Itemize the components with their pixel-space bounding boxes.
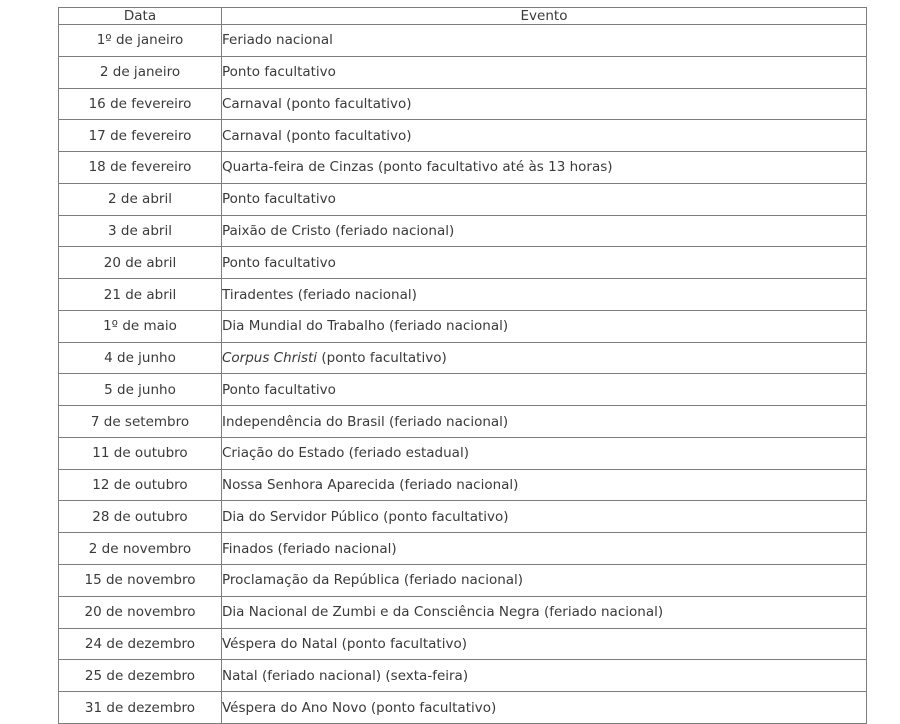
event-cell: Tiradentes (feriado nacional) bbox=[222, 279, 867, 311]
event-cell: Natal (feriado nacional) (sexta-feira) bbox=[222, 660, 867, 692]
holidays-table-container bbox=[58, 7, 866, 724]
table-row bbox=[59, 342, 867, 374]
date-cell: 17 de fevereiro bbox=[59, 120, 222, 152]
date-cell: 7 de setembro bbox=[59, 406, 222, 438]
table-row bbox=[59, 25, 867, 57]
table-row bbox=[59, 183, 867, 215]
table-row bbox=[59, 469, 867, 501]
event-cell: Ponto facultativo bbox=[222, 56, 867, 88]
table-body bbox=[59, 25, 867, 724]
table-row bbox=[59, 279, 867, 311]
table-row bbox=[59, 247, 867, 279]
date-cell: 4 de junho bbox=[59, 342, 222, 374]
date-cell: 18 de fevereiro bbox=[59, 152, 222, 184]
table-row bbox=[59, 660, 867, 692]
table-row bbox=[59, 406, 867, 438]
table-row bbox=[59, 88, 867, 120]
event-cell: Dia Mundial do Trabalho (feriado nacional) bbox=[222, 310, 867, 342]
column-header-evento: Evento bbox=[222, 8, 867, 25]
event-cell: Dia Nacional de Zumbi e da Consciência Negra (feriado nacional) bbox=[222, 596, 867, 628]
date-cell: 2 de novembro bbox=[59, 533, 222, 565]
date-cell: 16 de fevereiro bbox=[59, 88, 222, 120]
date-cell: 20 de abril bbox=[59, 247, 222, 279]
table-row bbox=[59, 215, 867, 247]
event-cell: Véspera do Ano Novo (ponto facultativo) bbox=[222, 692, 867, 724]
event-cell: Carnaval (ponto facultativo) bbox=[222, 120, 867, 152]
event-cell: Véspera do Natal (ponto facultativo) bbox=[222, 628, 867, 660]
table-row bbox=[59, 533, 867, 565]
table-row bbox=[59, 374, 867, 406]
date-cell: 24 de dezembro bbox=[59, 628, 222, 660]
event-cell: Carnaval (ponto facultativo) bbox=[222, 88, 867, 120]
event-cell: Dia do Servidor Público (ponto facultativo) bbox=[222, 501, 867, 533]
date-cell: 20 de novembro bbox=[59, 596, 222, 628]
table-row bbox=[59, 310, 867, 342]
date-cell: 31 de dezembro bbox=[59, 692, 222, 724]
date-cell: 15 de novembro bbox=[59, 565, 222, 597]
event-cell: Criação do Estado (feriado estadual) bbox=[222, 437, 867, 469]
event-cell: Independência do Brasil (feriado nacional) bbox=[222, 406, 867, 438]
holidays-table bbox=[58, 7, 867, 724]
table-row bbox=[59, 692, 867, 724]
column-header-data: Data bbox=[59, 8, 222, 25]
event-italic-text: Corpus Christi bbox=[222, 350, 318, 367]
event-cell: Quarta-feira de Cinzas (ponto facultativo até às 13 horas) bbox=[222, 152, 867, 184]
date-cell: 1º de maio bbox=[59, 310, 222, 342]
date-cell: 3 de abril bbox=[59, 215, 222, 247]
date-cell: 21 de abril bbox=[59, 279, 222, 311]
date-cell: 2 de janeiro bbox=[59, 56, 222, 88]
table-header bbox=[59, 8, 867, 25]
event-cell: Ponto facultativo bbox=[222, 247, 867, 279]
date-cell: 11 de outubro bbox=[59, 437, 222, 469]
table-row bbox=[59, 56, 867, 88]
header-row bbox=[59, 8, 867, 25]
event-cell: Corpus Christi (ponto facultativo) bbox=[222, 342, 867, 374]
event-cell: Feriado nacional bbox=[222, 25, 867, 57]
table-row bbox=[59, 501, 867, 533]
table-row bbox=[59, 120, 867, 152]
date-cell: 2 de abril bbox=[59, 183, 222, 215]
table-row bbox=[59, 152, 867, 184]
date-cell: 12 de outubro bbox=[59, 469, 222, 501]
event-cell: Ponto facultativo bbox=[222, 183, 867, 215]
date-cell: 5 de junho bbox=[59, 374, 222, 406]
date-cell: 25 de dezembro bbox=[59, 660, 222, 692]
table-row bbox=[59, 628, 867, 660]
table-row bbox=[59, 596, 867, 628]
date-cell: 1º de janeiro bbox=[59, 25, 222, 57]
date-cell: 28 de outubro bbox=[59, 501, 222, 533]
event-cell: Ponto facultativo bbox=[222, 374, 867, 406]
table-row bbox=[59, 437, 867, 469]
event-cell: Finados (feriado nacional) bbox=[222, 533, 867, 565]
table-row bbox=[59, 565, 867, 597]
event-cell: Paixão de Cristo (feriado nacional) bbox=[222, 215, 867, 247]
event-cell: Nossa Senhora Aparecida (feriado nacional) bbox=[222, 469, 867, 501]
event-cell: Proclamação da República (feriado nacional) bbox=[222, 565, 867, 597]
